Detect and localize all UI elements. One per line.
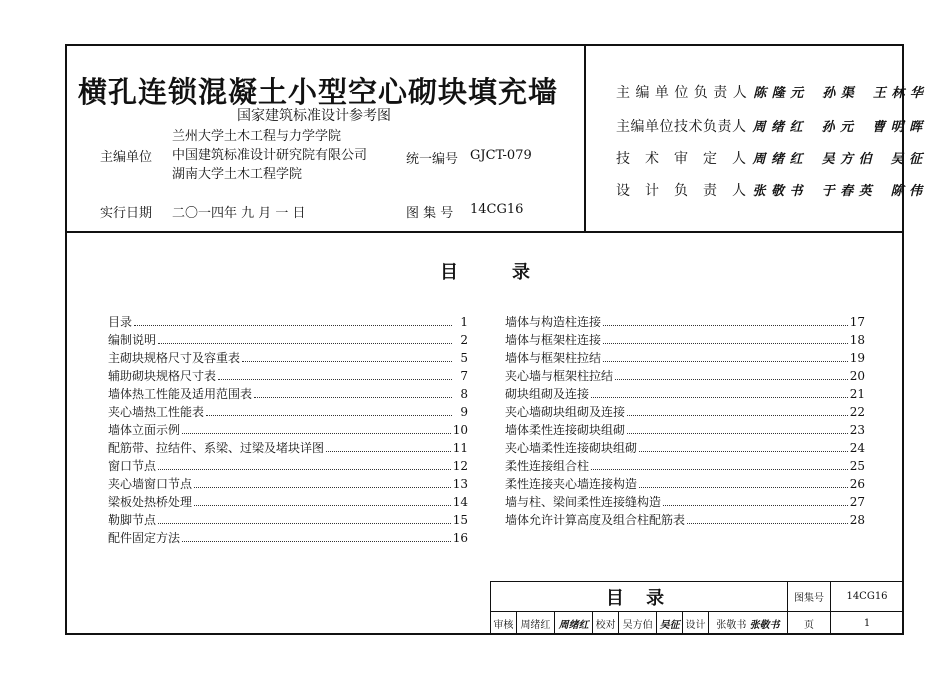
toc-entry-leader	[194, 505, 451, 506]
toc-entry-leader	[639, 487, 848, 488]
toc-entry-page: 8	[460, 387, 468, 401]
toc-entry[interactable]	[505, 367, 865, 385]
toc-entry-leader	[591, 397, 848, 398]
toc-entry-title: 配筋带、拉结件、系梁、过梁及堵块详图	[108, 441, 325, 455]
toc-entry-title: 编制说明	[108, 333, 157, 347]
toc-entry-page: 15	[452, 513, 468, 527]
page-no: 1	[831, 612, 904, 635]
toc-entry[interactable]	[108, 475, 468, 493]
toc-entry-leader	[627, 415, 848, 416]
toc-entry-leader	[158, 469, 451, 470]
toc-entry-title: 夹心墙窗口节点	[108, 477, 193, 491]
toc-entry-title: 砌块组砌及连接	[505, 387, 590, 401]
role-label: 技 术 审 定 人	[616, 151, 747, 167]
toc-entry-leader	[182, 541, 451, 542]
editor-unit: 中国建筑标准设计研究院有限公司	[172, 148, 368, 163]
toc-entry-leader	[603, 343, 848, 344]
toc-entry[interactable]	[505, 439, 865, 457]
role-signatures: 张 敬 书 于 春 英 陈 伟	[752, 184, 923, 199]
toc-entry[interactable]	[108, 421, 468, 439]
toc-entry[interactable]	[505, 457, 865, 475]
toc-entry-page: 26	[849, 477, 865, 491]
toc-entry-leader	[639, 451, 848, 452]
toc-entry[interactable]	[108, 529, 468, 547]
toc-entry[interactable]	[505, 475, 865, 493]
role-row	[616, 82, 923, 102]
toc-entry-leader	[603, 361, 848, 362]
editor-unit: 湖南大学土木工程学院	[172, 167, 303, 182]
toc-entry-title: 主砌块规格尺寸及容重表	[108, 351, 241, 365]
toc-entry[interactable]	[108, 349, 468, 367]
toc-entry-page: 20	[849, 369, 865, 383]
toc-entry-page: 7	[460, 369, 468, 383]
sub-title: 国家建筑标准设计参考图	[237, 108, 391, 124]
toc-entry-page: 2	[460, 333, 468, 347]
toc-entry-title: 墙体柔性连接砌块组砌	[505, 423, 626, 437]
toc-entry-page: 18	[849, 333, 865, 347]
toc-entry-leader	[254, 397, 452, 398]
toc-right-column	[505, 313, 865, 529]
toc-entry-title: 墙体与构造柱连接	[505, 315, 602, 329]
toc-entry[interactable]	[505, 349, 865, 367]
toc-entry[interactable]	[108, 313, 468, 331]
toc-entry-leader	[158, 523, 451, 524]
toc-entry-title: 梁板处热桥处理	[108, 495, 193, 509]
toc-entry-title: 夹心墙与框架柱拉结	[505, 369, 614, 383]
toc-entry[interactable]	[505, 385, 865, 403]
toc-entry-leader	[194, 487, 451, 488]
toc-entry-page: 21	[849, 387, 865, 401]
toc-entry-page: 19	[849, 351, 865, 365]
role-label: 设 计 负 责 人	[616, 183, 747, 199]
toc-entry-page: 22	[849, 405, 865, 419]
toc-entry-title: 墙体允许计算高度及组合柱配筋表	[505, 513, 686, 527]
toc-entry-page: 16	[452, 531, 468, 545]
toc-entry-page: 12	[452, 459, 468, 473]
role-label: 主编单位技术负责人	[616, 119, 747, 135]
atlas-label: 图集号	[788, 582, 831, 612]
toc-entry-title: 夹心墙砌块组砌及连接	[505, 405, 626, 419]
toc-entry-leader	[218, 379, 452, 380]
toc-entry[interactable]	[505, 403, 865, 421]
toc-entry-title: 墙体热工性能及适用范围表	[108, 387, 253, 401]
toc-entry-page: 1	[460, 315, 468, 329]
role-row	[616, 148, 923, 168]
title-block-atlas-no: 14CG16	[831, 582, 904, 612]
check-label: 校对	[593, 612, 619, 635]
toc-entry-page: 23	[849, 423, 865, 437]
header-column-divider	[584, 44, 586, 232]
toc-entry-title: 墙与柱、梁间柔性连接缝构造	[505, 495, 662, 509]
design-label: 设计	[683, 612, 709, 635]
role-label: 主 编 单 位 负 责 人	[616, 85, 748, 101]
toc-entry[interactable]	[108, 367, 468, 385]
toc-entry-title: 配件固定方法	[108, 531, 181, 545]
toc-left-column	[108, 313, 468, 547]
toc-entry-leader	[242, 361, 452, 362]
checker-signature: 吴征	[657, 612, 683, 635]
role-signatures: 周 绪 红 吴 方 伯 吴 征	[752, 152, 923, 167]
editor-unit: 兰州大学土木工程与力学学院	[172, 129, 342, 144]
toc-entry[interactable]	[108, 457, 468, 475]
toc-entry[interactable]	[108, 439, 468, 457]
toc-entry-leader	[603, 325, 848, 326]
toc-entry[interactable]	[108, 493, 468, 511]
designer-name: 张敬书	[716, 619, 747, 631]
toc-entry-title: 墙体与框架柱拉结	[505, 351, 602, 365]
toc-entry-leader	[158, 343, 452, 344]
toc-entry-page: 10	[452, 423, 468, 437]
header-divider	[65, 231, 904, 233]
toc-entry[interactable]	[505, 421, 865, 439]
toc-entry[interactable]	[505, 511, 865, 529]
uniform-no: GJCT-079	[470, 148, 532, 163]
toc-entry-title: 夹心墙热工性能表	[108, 405, 205, 419]
toc-entry-leader	[206, 415, 452, 416]
editor-unit-label: 主编单位	[100, 150, 153, 165]
toc-entry-page: 24	[849, 441, 865, 455]
toc-entry-title: 柔性连接夹心墙连接构造	[505, 477, 638, 491]
toc-entry[interactable]	[108, 331, 468, 349]
toc-entry[interactable]	[108, 385, 468, 403]
page-label: 页	[788, 612, 831, 635]
toc-entry-leader	[687, 523, 848, 524]
toc-entry-title: 辅助砌块规格尺寸表	[108, 369, 217, 383]
toc-entry[interactable]	[505, 493, 865, 511]
toc-entry[interactable]	[505, 313, 865, 331]
toc-heading-right: 录	[512, 262, 530, 283]
designer	[708, 612, 787, 635]
toc-entry-title: 夹心墙柔性连接砌块组砌	[505, 441, 638, 455]
toc-entry[interactable]	[108, 403, 468, 421]
toc-entry-leader	[182, 433, 451, 434]
toc-heading-left: 目	[440, 262, 458, 283]
checker: 吴方伯	[619, 612, 657, 635]
toc-entry-leader	[627, 433, 848, 434]
toc-entry-title: 目录	[108, 315, 133, 329]
reviewer-signature: 周绪红	[555, 612, 593, 635]
toc-entry-title: 墙体与框架柱连接	[505, 333, 602, 347]
toc-entry-title: 勒脚节点	[108, 513, 157, 527]
toc-entry-page: 11	[452, 441, 468, 455]
designer-signature: 张敬书	[749, 619, 780, 631]
toc-entry-page: 17	[849, 315, 865, 329]
review-label: 审核	[491, 612, 517, 635]
role-signatures: 周 绪 红 孙 元 曹 明 晖	[752, 120, 923, 135]
toc-entry-page: 14	[452, 495, 468, 509]
toc-entry-page: 5	[460, 351, 468, 365]
drawing-title: 目 录	[491, 582, 788, 612]
impl-date: 二〇一四年 九 月 一 日	[172, 206, 306, 221]
toc-entry-title: 墙体立面示例	[108, 423, 181, 437]
toc-entry-page: 28	[849, 513, 865, 527]
toc-entry-leader	[663, 505, 848, 506]
editor-units-list	[172, 127, 367, 184]
reviewer: 周绪红	[516, 612, 554, 635]
toc-entry-leader	[326, 451, 451, 452]
main-title: 横孔连锁混凝土小型空心砌块填充墙	[78, 75, 559, 109]
role-row	[616, 180, 923, 200]
toc-entry-title: 柔性连接组合柱	[505, 459, 590, 473]
toc-entry-leader	[134, 325, 452, 326]
toc-entry-page: 27	[849, 495, 865, 509]
role-signatures: 陈 隆 元 孙 渠 王 林 华	[753, 86, 924, 101]
toc-entry-page: 25	[849, 459, 865, 473]
role-row	[616, 116, 923, 136]
toc-entry-page: 13	[452, 477, 468, 491]
title-block	[490, 581, 904, 635]
toc-entry-leader	[615, 379, 848, 380]
toc-entry[interactable]	[505, 331, 865, 349]
atlas-no-label: 图 集 号	[406, 206, 454, 221]
toc-entry-page: 9	[460, 405, 468, 419]
impl-date-label: 实行日期	[100, 206, 153, 221]
toc-heading	[440, 258, 530, 284]
uniform-no-label: 统一编号	[406, 152, 459, 167]
toc-entry-leader	[591, 469, 848, 470]
toc-entry-title: 窗口节点	[108, 459, 157, 473]
atlas-no: 14CG16	[470, 202, 524, 217]
toc-entry[interactable]	[108, 511, 468, 529]
